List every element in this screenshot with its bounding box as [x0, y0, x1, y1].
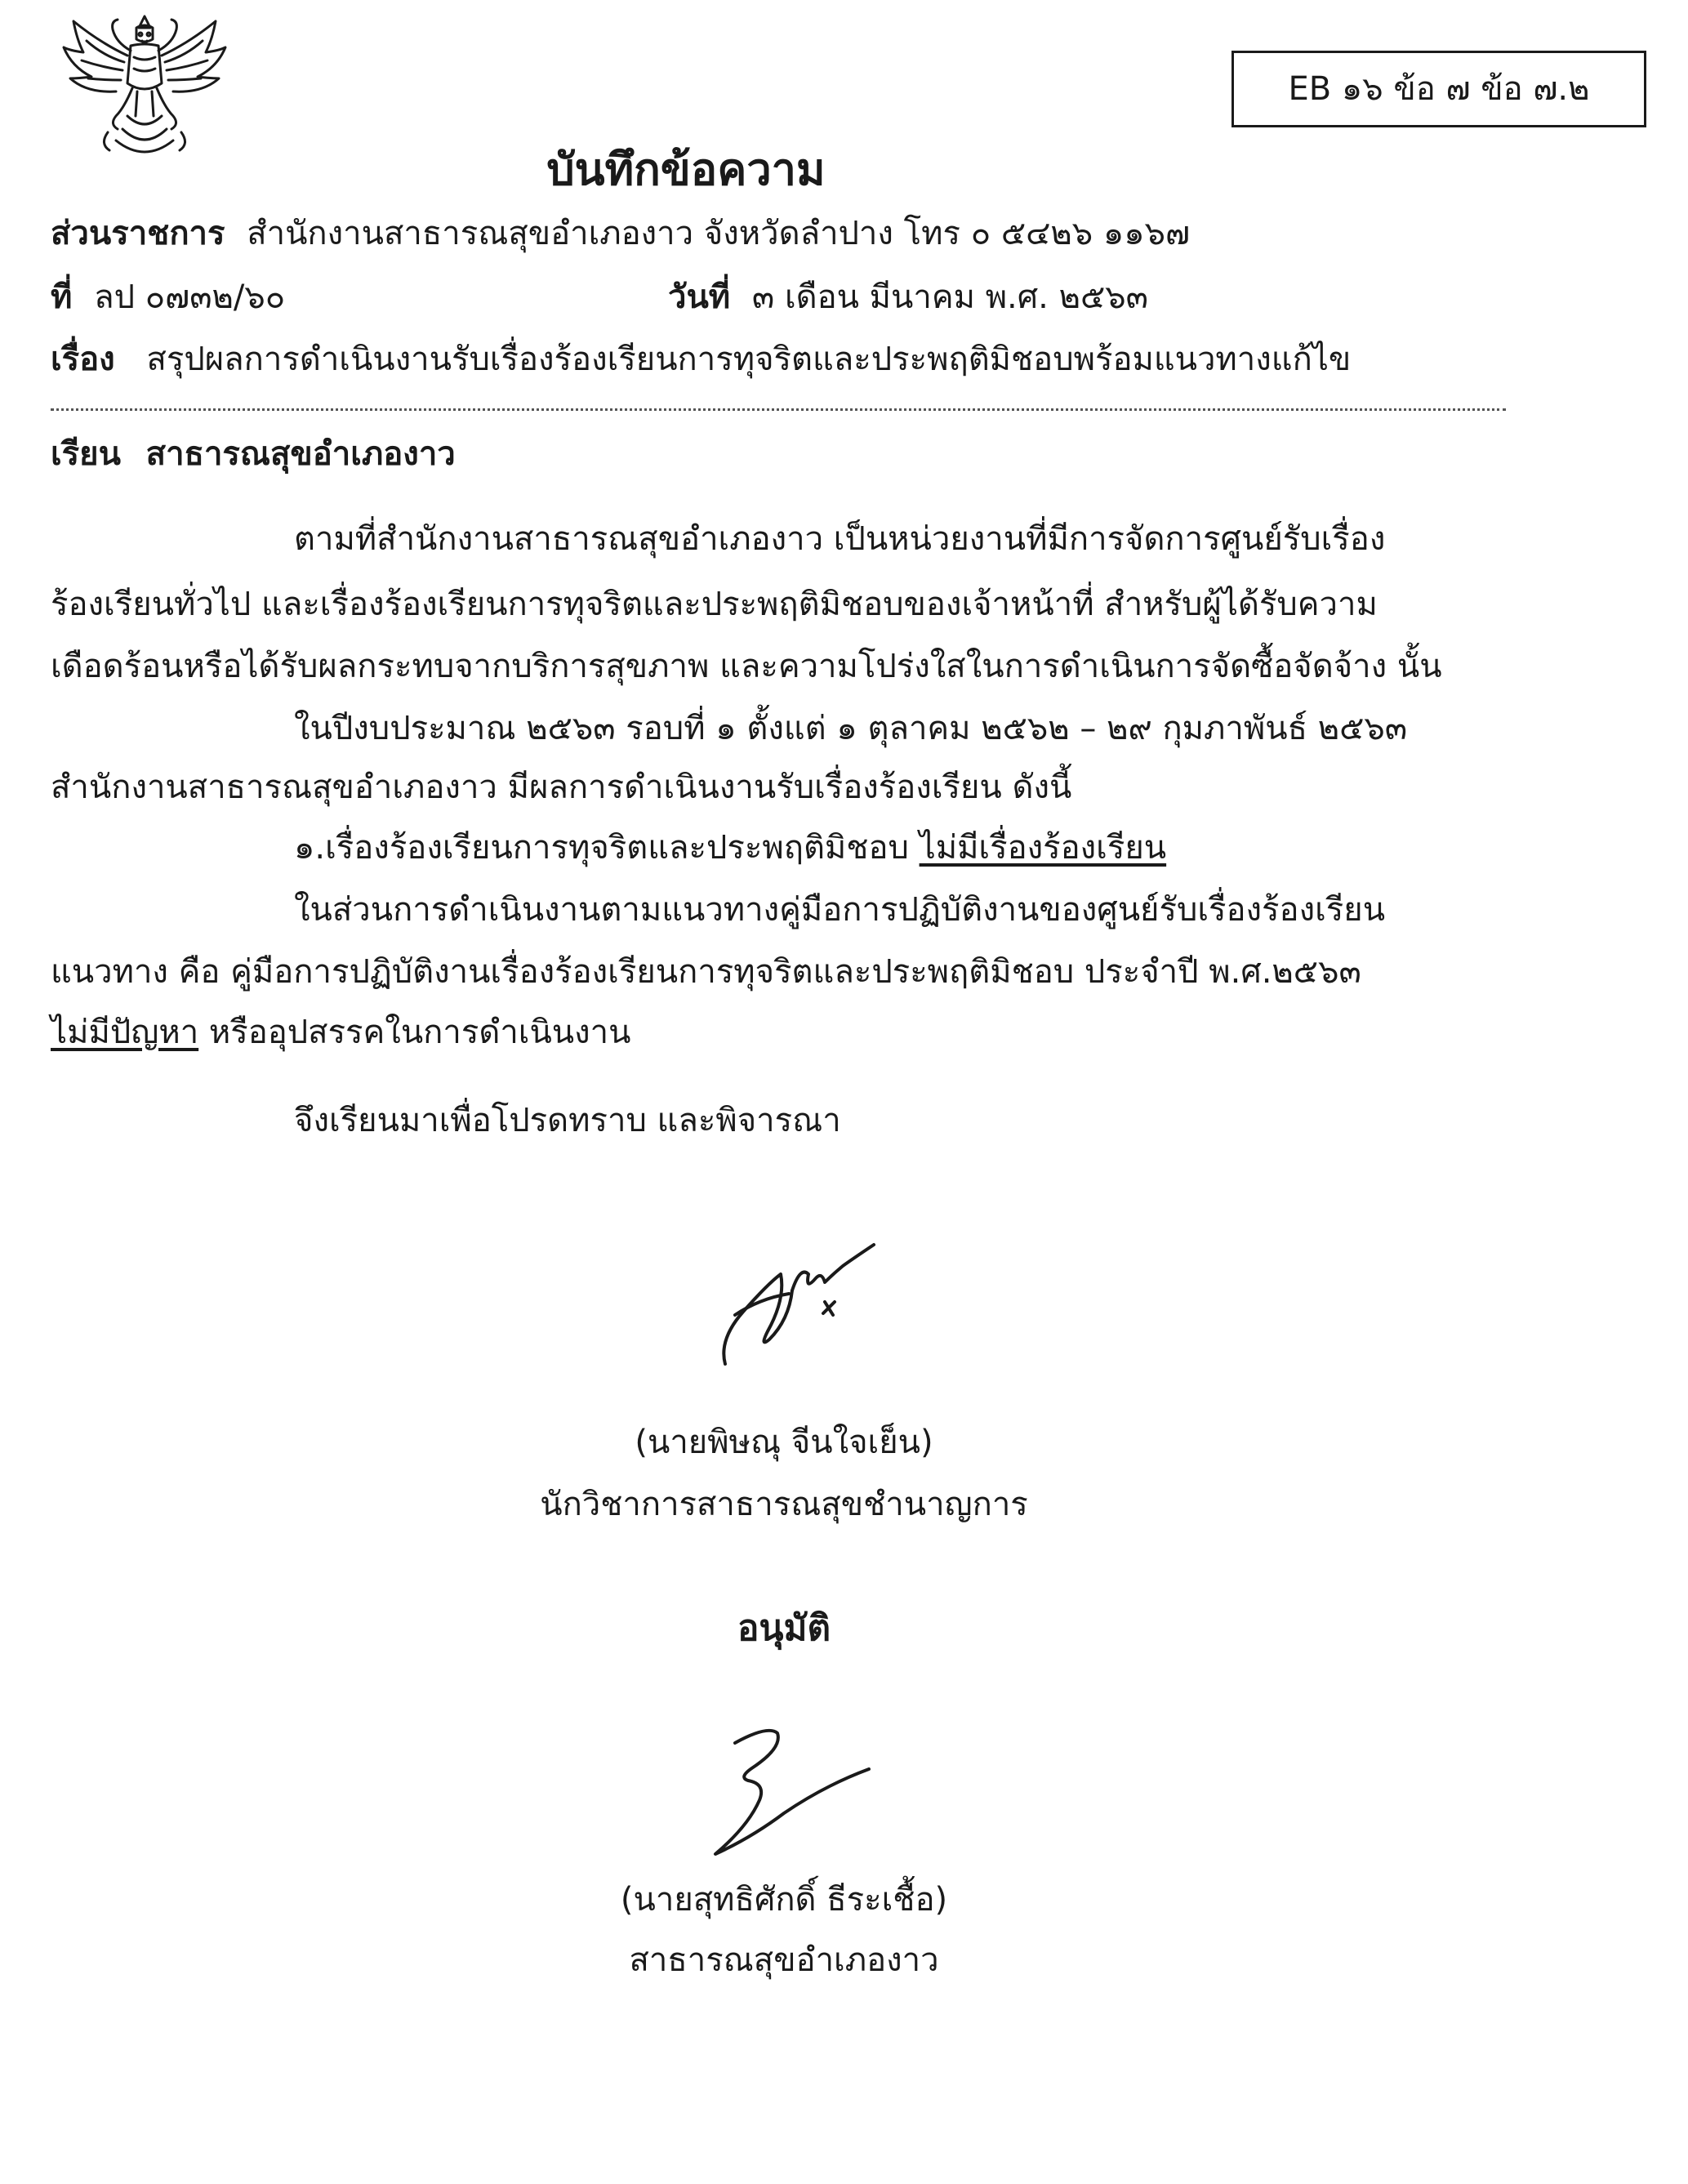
- date-value: ๓ เดือน มีนาคม พ.ศ. ๒๕๖๓: [751, 279, 1148, 316]
- body-line: ตามที่สำนักงานสาธารณสุขอำเภองาว เป็นหน่วยงานที่มีการจัดการศูนย์รับเรื่อง: [294, 520, 1386, 558]
- subject-label: เรื่อง: [51, 341, 115, 378]
- body-line: แนวทาง คือ คู่มือการปฏิบัติงานเรื่องร้องเรียนการทุจริตและประพฤติมิชอบ ประจำปี พ.ศ.๒๕๖๓: [51, 953, 1361, 991]
- date-line: [668, 273, 1148, 322]
- reference-box: EB ๑๖ ข้อ ๗ ข้อ ๗.๒: [1231, 51, 1646, 127]
- handwritten-signature-icon: [702, 1715, 874, 1862]
- subject-value: สรุปผลการดำเนินงานรับเรื่องร้องเรียนการทุจริตและประพฤติมิชอบพร้อมแนวทางแก้ไข: [146, 341, 1352, 378]
- page-title: บันทึกข้อความ: [546, 144, 826, 195]
- to-line: [51, 430, 456, 479]
- agency-label: ส่วนราชการ: [51, 215, 225, 252]
- approver-position: สาธารณสุขอำเภองาว: [629, 1941, 939, 1979]
- closing-line: จึงเรียนมาเพื่อโปรดทราบ และพิจารณา: [294, 1102, 841, 1139]
- body-line: [51, 1008, 630, 1057]
- to-label: เรียน: [51, 435, 121, 473]
- agency-line: [51, 209, 1190, 258]
- body-line: เดือดร้อนหรือได้รับผลกระทบจากบริการสุขภาพ และความโปร่งใสในการดำเนินการจัดซื้อจัดจ้าง นั้น: [51, 648, 1442, 685]
- signer1-position: นักวิชาการสาธารณสุขชำนาญการ: [540, 1486, 1028, 1523]
- agency-value: สำนักงานสาธารณสุขอำเภองาว จังหวัดลำปาง โทร ๐ ๕๔๒๖ ๑๑๖๗: [247, 215, 1191, 252]
- number-line: [51, 273, 285, 322]
- body-line: ร้องเรียนทั่วไป และเรื่องร้องเรียนการทุจริตและประพฤติมิชอบของเจ้าหน้าที่ สำหรับผู้ได้รับความ: [51, 586, 1378, 623]
- number-value: ลป ๐๗๓๒/๖๐: [94, 279, 286, 316]
- approver-name: (นายสุทธิศักดิ์ ธีระเชื้อ): [620, 1881, 948, 1919]
- handwritten-signature-icon: [710, 1241, 890, 1380]
- divider: [51, 408, 1506, 411]
- subject-line: [51, 335, 1351, 384]
- body-line: สำนักงานสาธารณสุขอำเภองาว มีผลการดำเนินงานรับเรื่องร้องเรียน ดังนี้: [51, 769, 1072, 806]
- item-result: ไม่มีเรื่องร้องเรียน: [919, 829, 1167, 867]
- underlined-text: ไม่มีปัญหา: [51, 1014, 199, 1051]
- approval-label: อนุมัติ: [737, 1607, 831, 1649]
- date-label: วันที่: [668, 279, 731, 316]
- to-value: สาธารณสุขอำเภองาว: [145, 435, 456, 473]
- body-text: หรืออุปสรรคในการดำเนินงาน: [198, 1014, 631, 1051]
- item-line: [294, 823, 1166, 872]
- body-line: ในปีงบประมาณ ๒๕๖๓ รอบที่ ๑ ตั้งแต่ ๑ ตุลาคม ๒๕๖๒ – ๒๙ กุมภาพันธ์ ๒๕๖๓: [294, 710, 1408, 747]
- signer1-name: (นายพิษณุ จีนใจเย็น): [635, 1424, 933, 1461]
- body-line: ในส่วนการดำเนินงานตามแนวทางคู่มือการปฏิบัติงานของศูนย์รับเรื่องร้องเรียน: [294, 891, 1386, 929]
- item-text: ๑.เรื่องร้องเรียนการทุจริตและประพฤติมิชอบ: [294, 829, 920, 867]
- number-label: ที่: [51, 279, 73, 316]
